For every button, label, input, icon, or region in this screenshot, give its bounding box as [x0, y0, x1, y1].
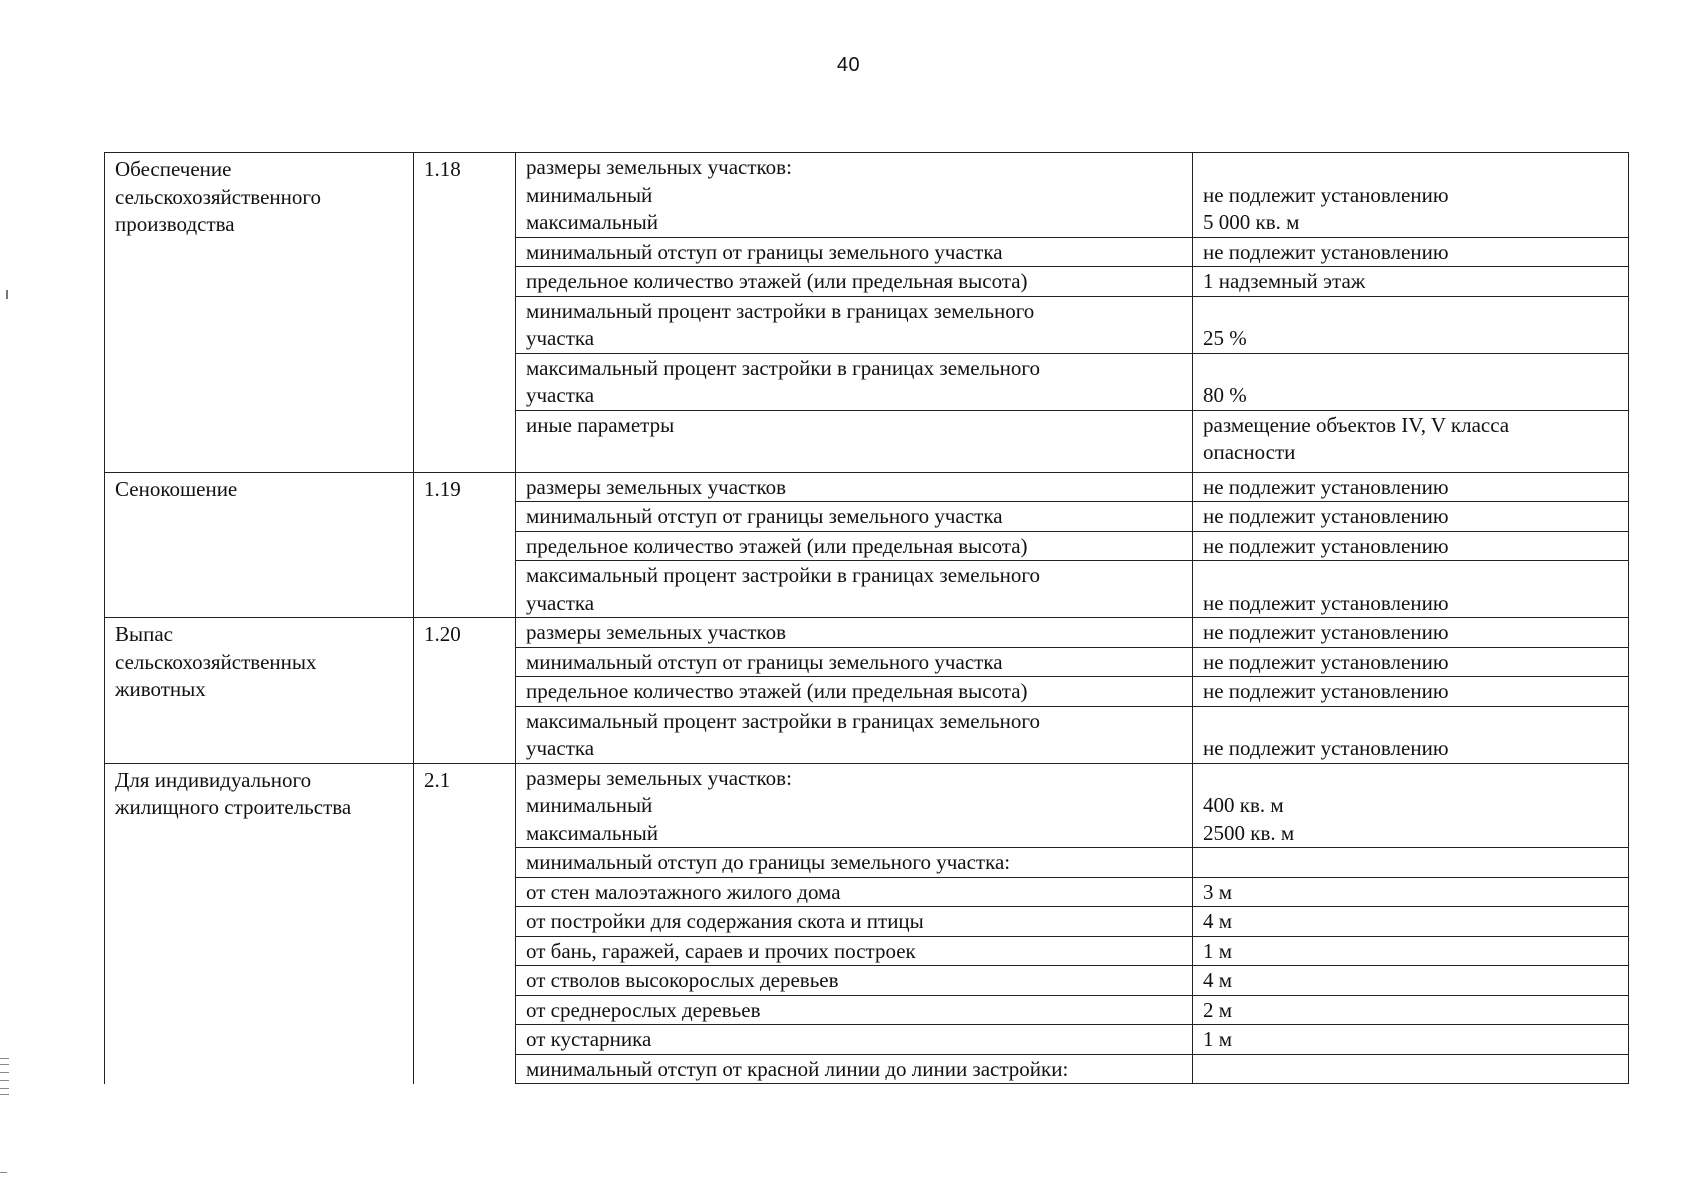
parameter-name: максимальный — [526, 820, 658, 845]
parameter-name-cell — [516, 1054, 1193, 1084]
group-code-individual-housing: 2.1 — [414, 763, 516, 1084]
parameter-value: 1 м — [1203, 1027, 1233, 1051]
parameter-name-cell — [516, 706, 1193, 763]
parameter-value: 2500 кв. м — [1203, 820, 1295, 845]
parameter-value: не подлежит установлению — [1203, 590, 1449, 615]
group-name-line: Сенокошение — [115, 476, 238, 501]
parameter-name-cell — [516, 267, 1193, 297]
parameter-name: максимальный процент застройки в границах земельного — [526, 563, 1041, 587]
parameter-name: размеры земельных участков — [526, 474, 787, 499]
table-row — [105, 618, 1629, 648]
parameter-value: 25 % — [1203, 326, 1247, 350]
parameter-value-cell — [1193, 706, 1629, 763]
parameter-name: предельное количество этажей (или предельная высота) — [526, 679, 1028, 703]
parameter-value-cell — [1193, 877, 1629, 907]
page-number: 40 — [836, 54, 861, 76]
parameter-name-cell — [516, 907, 1193, 937]
parameter-name: от кустарника — [526, 1027, 652, 1051]
parameter-name: предельное количество этажей (или предельная высота) — [526, 533, 1028, 558]
group-code-agri-production: 1.18 — [414, 153, 516, 473]
parameter-value: не подлежит установлению — [1203, 736, 1449, 760]
parameter-value-cell — [1193, 763, 1629, 848]
group-name-haymaking — [105, 472, 414, 618]
parameter-value: не подлежит установлению — [1203, 474, 1449, 499]
parameter-value: размещение объектов IV, V класса — [1203, 412, 1510, 437]
parameter-value-cell — [1193, 677, 1629, 707]
parameter-value-cell — [1193, 410, 1629, 472]
scan-artifact — [0, 1080, 9, 1081]
scan-artifact — [6, 290, 8, 299]
parameter-name-cell — [516, 353, 1193, 410]
parameter-value: опасности — [1203, 440, 1296, 464]
table-row — [105, 153, 1629, 238]
parameter-name: иные параметры — [526, 412, 675, 437]
parameter-value-cell — [1193, 995, 1629, 1025]
parameter-name: от стволов высокорослых деревьев — [526, 968, 839, 992]
group-name-line: сельскохозяйственных — [115, 649, 317, 674]
parameter-name: максимальный процент застройки в границах земельного — [526, 355, 1041, 380]
parameter-value-cell — [1193, 237, 1629, 267]
parameter-value: 5 000 кв. м — [1203, 210, 1300, 234]
parameter-name-cell — [516, 410, 1193, 472]
parameter-value-cell — [1193, 618, 1629, 648]
parameter-name-cell — [516, 677, 1193, 707]
parameter-name: от бань, гаражей, сараев и прочих построек — [526, 938, 916, 963]
parameter-name-cell — [516, 877, 1193, 907]
group-name-agri-production — [105, 153, 414, 473]
parameter-value-cell — [1193, 848, 1629, 878]
parameter-name-cell — [516, 531, 1193, 561]
group-name-line: Выпас — [115, 622, 173, 646]
parameter-name: минимальный отступ от границы земельного участка — [526, 504, 1003, 528]
parameter-name: максимальный процент застройки в границах земельного — [526, 708, 1041, 733]
scan-artifact — [0, 1058, 9, 1059]
parameter-name-cell — [516, 995, 1193, 1025]
parameter-name: минимальный отступ от красной линии до линии застройки: — [526, 1056, 1069, 1081]
parameter-value: не подлежит установлению — [1203, 679, 1449, 703]
parameter-value-cell — [1193, 296, 1629, 353]
parameter-name: минимальный — [526, 182, 653, 207]
parameter-value-cell — [1193, 966, 1629, 996]
parameter-name: участка — [526, 590, 595, 615]
parameter-name: участка — [526, 326, 595, 350]
parameter-name: минимальный отступ до границы земельного участка: — [526, 850, 1011, 874]
parameter-value-cell — [1193, 647, 1629, 677]
parameter-name-cell — [516, 1025, 1193, 1055]
parameter-value-cell — [1193, 936, 1629, 966]
parameter-value-cell — [1193, 502, 1629, 532]
parameter-name-cell — [516, 296, 1193, 353]
parameter-name-cell — [516, 618, 1193, 648]
group-name-grazing — [105, 618, 414, 764]
parameter-value-cell — [1193, 561, 1629, 618]
group-name-line: животных — [115, 677, 206, 701]
parameter-value: не подлежит установлению — [1203, 239, 1449, 264]
parameter-value: 4 м — [1203, 909, 1233, 933]
scan-artifact — [0, 1088, 9, 1089]
parameter-name: максимальный — [526, 210, 658, 234]
parameter-value: 3 м — [1203, 879, 1233, 904]
parameter-name-cell — [516, 936, 1193, 966]
table-row — [105, 472, 1629, 502]
parameter-name-cell — [516, 848, 1193, 878]
parameter-value: не подлежит установлению — [1203, 182, 1449, 207]
parameter-name: участка — [526, 736, 595, 760]
group-code-haymaking: 1.19 — [414, 472, 516, 618]
parameter-value: 1 надземный этаж — [1203, 269, 1366, 293]
regulations-table — [104, 152, 1629, 1084]
parameter-name-cell — [516, 561, 1193, 618]
parameter-name: размеры земельных участков: — [526, 155, 792, 179]
parameter-value-cell — [1193, 1025, 1629, 1055]
parameter-name: предельное количество этажей (или предельная высота) — [526, 269, 1028, 293]
parameter-name: размеры земельных участков — [526, 620, 787, 644]
parameter-value: 80 % — [1203, 383, 1247, 407]
group-name-line: Для индивидуального — [115, 767, 312, 792]
parameter-value: не подлежит установлению — [1203, 649, 1449, 674]
group-code-grazing: 1.20 — [414, 618, 516, 764]
scan-artifact — [0, 1094, 9, 1095]
parameter-value: не подлежит установлению — [1203, 620, 1449, 644]
parameter-value: 1 м — [1203, 938, 1233, 963]
parameter-value-cell — [1193, 153, 1629, 238]
group-name-line: жилищного строительства — [115, 795, 352, 819]
parameter-value: 400 кв. м — [1203, 793, 1284, 817]
parameter-name: участка — [526, 383, 595, 407]
parameter-name: от среднерослых деревьев — [526, 997, 761, 1022]
group-name-individual-housing — [105, 763, 414, 1084]
parameter-name: минимальный процент застройки в границах земельного — [526, 298, 1035, 323]
scan-artifact — [0, 1064, 9, 1065]
parameter-name: от постройки для содержания скота и птицы — [526, 909, 924, 933]
parameter-name: размеры земельных участков: — [526, 765, 792, 790]
parameter-value-cell — [1193, 267, 1629, 297]
parameter-value-cell — [1193, 1054, 1629, 1084]
table-row — [105, 763, 1629, 848]
parameter-name: минимальный — [526, 793, 653, 817]
parameter-name: минимальный отступ от границы земельного участка — [526, 239, 1003, 264]
parameter-value-cell — [1193, 472, 1629, 502]
parameter-name-cell — [516, 763, 1193, 848]
scan-artifact — [0, 1172, 7, 1173]
parameter-value: не подлежит установлению — [1203, 504, 1449, 528]
group-name-line: сельскохозяйственного — [115, 184, 321, 209]
parameter-name: минимальный отступ от границы земельного участка — [526, 649, 1003, 674]
parameter-value-cell — [1193, 353, 1629, 410]
parameter-value: не подлежит установлению — [1203, 533, 1449, 558]
group-name-line: производства — [115, 212, 235, 236]
parameter-name-cell — [516, 472, 1193, 502]
parameter-name: от стен малоэтажного жилого дома — [526, 879, 841, 904]
scan-artifact — [0, 1072, 9, 1073]
parameter-name-cell — [516, 153, 1193, 238]
parameter-name-cell — [516, 647, 1193, 677]
parameter-name-cell — [516, 237, 1193, 267]
parameter-value-cell — [1193, 531, 1629, 561]
parameter-name-cell — [516, 966, 1193, 996]
parameter-name-cell — [516, 502, 1193, 532]
parameter-value: 2 м — [1203, 997, 1233, 1022]
group-name-line: Обеспечение — [115, 157, 232, 181]
regulations-table-body — [105, 153, 1629, 1084]
parameter-value: 4 м — [1203, 968, 1233, 992]
parameter-value-cell — [1193, 907, 1629, 937]
